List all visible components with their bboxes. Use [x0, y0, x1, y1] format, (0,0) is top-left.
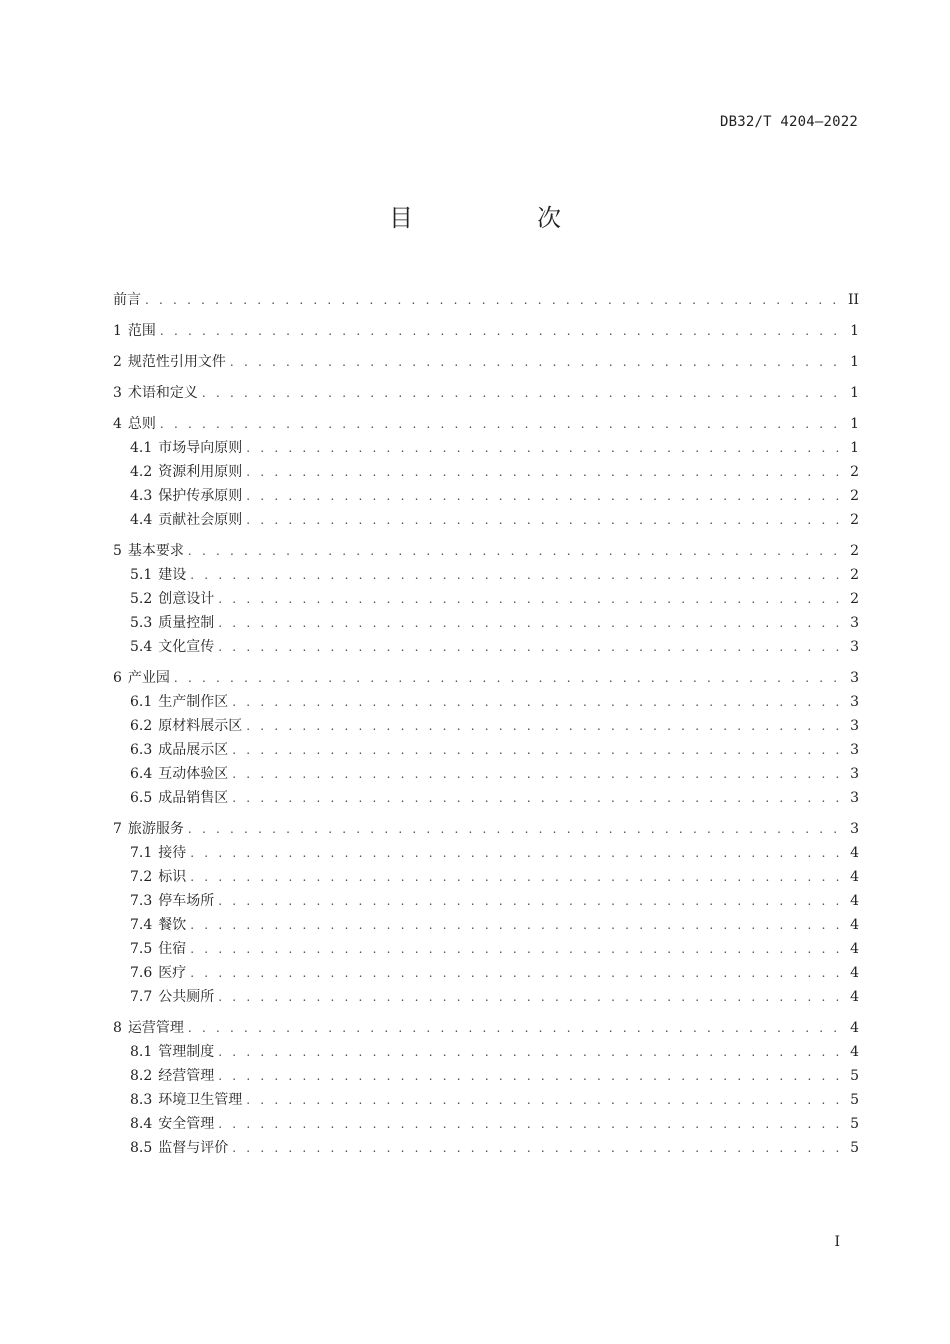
toc-entry-number: 5.2 [130, 591, 153, 607]
dot-leader [232, 762, 839, 786]
toc-entry-title: 前言 [113, 292, 141, 308]
toc-entry-page: 2 [850, 543, 859, 559]
dot-leader [190, 841, 839, 865]
toc-entry-page: 1 [850, 416, 859, 432]
toc-entry-number: 6.5 [130, 790, 153, 806]
toc-entry-label [113, 288, 145, 312]
toc-entry-title: 接待 [158, 845, 187, 861]
toc-entry-label [130, 563, 190, 587]
toc-entry-number: 7.1 [130, 845, 153, 861]
toc-entry[interactable] [113, 841, 859, 865]
toc-entry[interactable] [113, 635, 859, 659]
dot-leader [218, 587, 839, 611]
toc-entry-number: 6.4 [130, 766, 153, 782]
toc-entry[interactable] [113, 817, 859, 841]
toc-entry-number: 5.4 [130, 639, 153, 655]
dot-leader [145, 288, 839, 312]
toc-entry-title: 餐饮 [158, 917, 187, 933]
toc-entry-page: 4 [850, 845, 859, 861]
toc-entry-page: 3 [850, 790, 859, 806]
toc-entry-page: 4 [850, 965, 859, 981]
toc-entry-label [130, 635, 218, 659]
dot-leader [160, 319, 839, 343]
dot-leader [190, 961, 839, 985]
dot-leader [246, 460, 839, 484]
page-title: 目 次 [389, 204, 611, 232]
toc-entry-number: 4.2 [130, 464, 153, 480]
toc-entry[interactable] [113, 1016, 859, 1040]
toc-entry[interactable] [113, 1136, 859, 1160]
toc-entry-title: 规范性引用文件 [127, 354, 226, 370]
toc-entry-number: 8.5 [130, 1140, 153, 1156]
toc-entry-number: 8.3 [130, 1092, 153, 1108]
toc-entry-title: 产业园 [127, 670, 170, 686]
toc-entry[interactable] [113, 611, 859, 635]
toc-entry-label [113, 817, 188, 841]
toc-entry[interactable] [113, 762, 859, 786]
dot-leader [188, 539, 839, 563]
toc-entry-label [130, 865, 190, 889]
toc-entry-number: 2 [113, 354, 122, 370]
toc-entry-number: 6 [113, 670, 122, 686]
dot-leader [232, 786, 839, 810]
toc-entry-page: 3 [850, 742, 859, 758]
toc-entry-title: 生产制作区 [158, 694, 229, 710]
toc-entry[interactable] [113, 288, 859, 312]
toc-entry-page: 3 [850, 766, 859, 782]
toc-entry-label [130, 460, 246, 484]
toc-entry-title: 管理制度 [158, 1044, 215, 1060]
toc-entry[interactable] [113, 786, 859, 810]
toc-entry-label [130, 786, 232, 810]
toc-entry-page: 3 [850, 670, 859, 686]
toc-entry-title: 市场导向原则 [158, 440, 243, 456]
toc-entry-number: 1 [113, 323, 122, 339]
toc-entry-label [130, 961, 190, 985]
toc-entry-label [130, 1136, 232, 1160]
toc-entry-title: 成品展示区 [158, 742, 229, 758]
toc-entry-label [130, 436, 246, 460]
toc-entry-page: 3 [850, 639, 859, 655]
toc-entry-number: 8 [113, 1020, 122, 1036]
toc-entry-number: 4 [113, 416, 122, 432]
toc-entry-number: 7 [113, 821, 122, 837]
toc-entry-number: 7.2 [130, 869, 153, 885]
toc-entry-label [113, 1016, 188, 1040]
toc-entry-label [130, 762, 232, 786]
toc-entry-label [130, 937, 190, 961]
toc-entry-page: 1 [850, 323, 859, 339]
toc-entry-title: 术语和定义 [127, 385, 198, 401]
toc-entry-number: 8.2 [130, 1068, 153, 1084]
toc-entry-page: 4 [850, 869, 859, 885]
dot-leader [190, 913, 839, 937]
toc-entry-number: 7.6 [130, 965, 153, 981]
toc-entry-title: 基本要求 [127, 543, 184, 559]
toc-entry-number: 3 [113, 385, 122, 401]
toc-entry-page: II [847, 292, 859, 308]
toc-entry-page: 1 [850, 385, 859, 401]
table-of-contents [113, 288, 859, 1160]
toc-entry-title: 文化宣传 [158, 639, 215, 655]
toc-entry-title: 成品销售区 [158, 790, 229, 806]
dot-leader [246, 1088, 839, 1112]
toc-entry-number: 4.3 [130, 488, 153, 504]
toc-entry-title: 停车场所 [158, 893, 215, 909]
toc-entry-page: 4 [850, 1044, 859, 1060]
toc-entry-number: 5.3 [130, 615, 153, 631]
toc-entry-number: 4.4 [130, 512, 153, 528]
dot-leader [174, 666, 839, 690]
toc-entry-page: 3 [850, 615, 859, 631]
toc-entry-number: 7.4 [130, 917, 153, 933]
toc-entry-page: 5 [850, 1140, 859, 1156]
toc-entry-page: 2 [850, 488, 859, 504]
toc-entry[interactable] [113, 738, 859, 762]
toc-entry-label [113, 539, 188, 563]
toc-entry[interactable] [113, 865, 859, 889]
dot-leader [188, 817, 839, 841]
toc-entry-label [130, 587, 218, 611]
dot-leader [246, 714, 839, 738]
dot-leader [218, 635, 839, 659]
toc-entry-title: 环境卫生管理 [158, 1092, 243, 1108]
toc-entry-page: 4 [850, 941, 859, 957]
dot-leader [188, 1016, 839, 1040]
toc-entry-title: 资源利用原则 [158, 464, 243, 480]
toc-entry-page: 3 [850, 821, 859, 837]
toc-entry-title: 医疗 [158, 965, 187, 981]
dot-leader [232, 738, 839, 762]
toc-entry-label [130, 714, 246, 738]
toc-entry[interactable] [113, 1088, 859, 1112]
toc-entry-label [130, 985, 218, 1009]
toc-entry[interactable] [113, 484, 859, 508]
toc-entry[interactable] [113, 961, 859, 985]
toc-entry-page: 4 [850, 893, 859, 909]
toc-entry-title: 贡献社会原则 [158, 512, 243, 528]
toc-entry-title: 旅游服务 [127, 821, 184, 837]
toc-entry-number: 4.1 [130, 440, 153, 456]
toc-entry-title: 住宿 [158, 941, 187, 957]
toc-entry-title: 保护传承原则 [158, 488, 243, 504]
toc-entry[interactable] [113, 319, 859, 343]
dot-leader [218, 1040, 839, 1064]
toc-entry-page: 2 [850, 591, 859, 607]
toc-entry[interactable] [113, 1112, 859, 1136]
toc-entry[interactable] [113, 889, 859, 913]
toc-entry[interactable] [113, 412, 859, 436]
toc-entry-number: 7.5 [130, 941, 153, 957]
toc-entry-label [130, 1088, 246, 1112]
toc-entry-page: 2 [850, 464, 859, 480]
toc-entry[interactable] [113, 460, 859, 484]
toc-entry-page: 4 [850, 1020, 859, 1036]
toc-entry-page: 3 [850, 694, 859, 710]
toc-entry[interactable] [113, 350, 859, 374]
toc-entry-title: 建设 [158, 567, 187, 583]
toc-entry[interactable] [113, 666, 859, 690]
toc-entry-title: 原材料展示区 [158, 718, 243, 734]
toc-entry[interactable] [113, 381, 859, 405]
toc-entry-page: 5 [850, 1068, 859, 1084]
toc-entry-number: 6.2 [130, 718, 153, 734]
page-number: I [834, 1234, 840, 1250]
dot-leader [246, 508, 839, 532]
toc-entry[interactable] [113, 714, 859, 738]
toc-entry-title: 运营管理 [127, 1020, 184, 1036]
toc-entry-page: 2 [850, 512, 859, 528]
dot-leader [232, 690, 839, 714]
dot-leader [160, 412, 839, 436]
toc-entry-label [130, 1064, 218, 1088]
toc-entry[interactable] [113, 587, 859, 611]
toc-entry-label [113, 381, 202, 405]
dot-leader [246, 436, 839, 460]
toc-entry-label [113, 666, 174, 690]
dot-leader [230, 350, 839, 374]
toc-entry-title: 公共厕所 [158, 989, 215, 1005]
toc-entry-number: 5.1 [130, 567, 153, 583]
toc-entry-label [130, 611, 218, 635]
toc-entry-number: 7.3 [130, 893, 153, 909]
toc-entry[interactable] [113, 508, 859, 532]
toc-entry[interactable] [113, 1064, 859, 1088]
toc-entry-label [130, 690, 232, 714]
toc-entry-label [130, 484, 246, 508]
dot-leader [202, 381, 839, 405]
toc-entry-title: 安全管理 [158, 1116, 215, 1132]
toc-entry-label [130, 738, 232, 762]
toc-entry-page: 2 [850, 567, 859, 583]
toc-entry-title: 总则 [127, 416, 156, 432]
dot-leader [190, 865, 839, 889]
toc-entry-number: 6.1 [130, 694, 153, 710]
toc-entry-page: 1 [850, 354, 859, 370]
toc-entry-label [113, 319, 160, 343]
toc-entry-page: 4 [850, 917, 859, 933]
toc-entry-page: 4 [850, 989, 859, 1005]
toc-entry-title: 监督与评价 [158, 1140, 229, 1156]
toc-entry-label [130, 889, 218, 913]
toc-entry-page: 3 [850, 718, 859, 734]
dot-leader [190, 563, 839, 587]
toc-entry-title: 标识 [158, 869, 187, 885]
toc-entry-label [113, 412, 160, 436]
toc-entry[interactable] [113, 985, 859, 1009]
toc-entry-number: 8.1 [130, 1044, 153, 1060]
toc-entry-number: 6.3 [130, 742, 153, 758]
toc-entry-title: 创意设计 [158, 591, 215, 607]
dot-leader [218, 611, 839, 635]
toc-entry-label [130, 1040, 218, 1064]
toc-entry[interactable] [113, 1040, 859, 1064]
toc-entry[interactable] [113, 913, 859, 937]
toc-entry-label [130, 508, 246, 532]
dot-leader [246, 484, 839, 508]
toc-entry-label [113, 350, 230, 374]
toc-entry-title: 经营管理 [158, 1068, 215, 1084]
toc-entry[interactable] [113, 436, 859, 460]
toc-entry-title: 质量控制 [158, 615, 215, 631]
dot-leader [190, 937, 839, 961]
toc-entry-number: 7.7 [130, 989, 153, 1005]
toc-entry-title: 互动体验区 [158, 766, 229, 782]
toc-entry-page: 5 [850, 1092, 859, 1108]
toc-entry-number: 8.4 [130, 1116, 153, 1132]
toc-entry[interactable] [113, 539, 859, 563]
dot-leader [218, 1112, 839, 1136]
toc-entry-label [130, 841, 190, 865]
toc-entry[interactable] [113, 563, 859, 587]
toc-entry-title: 范围 [127, 323, 156, 339]
toc-entry-page: 1 [850, 440, 859, 456]
toc-entry[interactable] [113, 937, 859, 961]
toc-entry-label [130, 1112, 218, 1136]
toc-entry-page: 5 [850, 1116, 859, 1132]
toc-entry-number: 5 [113, 543, 122, 559]
document-code: DB32/T 4204—2022 [719, 114, 858, 130]
toc-entry-label [130, 913, 190, 937]
dot-leader [218, 985, 839, 1009]
toc-entry[interactable] [113, 690, 859, 714]
dot-leader [232, 1136, 839, 1160]
dot-leader [218, 1064, 839, 1088]
dot-leader [218, 889, 839, 913]
